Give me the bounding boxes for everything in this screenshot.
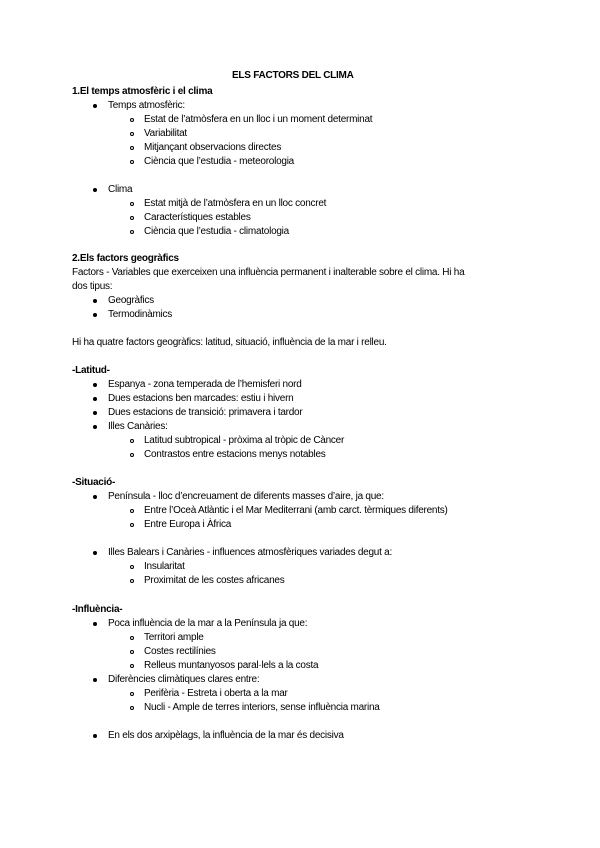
circle-bullet-icon (130, 118, 134, 122)
sub-list-item: Relleus muntanyosos paral·lels a la costa (144, 660, 319, 671)
bullet-icon (93, 425, 97, 429)
sub-list-item: Proximitat de les costes africanes (144, 575, 285, 586)
circle-bullet-icon (130, 230, 134, 234)
list-item-temps: Temps atmosfèric: (108, 100, 185, 111)
circle-bullet-icon (130, 146, 134, 150)
sub-list-item: Perifèria - Estreta i oberta a la mar (144, 688, 288, 699)
sub-list-item: Nucli - Ample de terres interiors, sense influència marina (144, 702, 380, 713)
sub-list-item: Entre Europa i Àfrica (144, 519, 232, 530)
circle-bullet-icon (130, 565, 134, 569)
sub-list-item: Insularitat (144, 561, 185, 572)
circle-bullet-icon (130, 579, 134, 583)
circle-bullet-icon (130, 439, 134, 443)
sub-list-item: Ciència que l’estudia - meteorologia (144, 156, 294, 167)
section-1-heading: 1.El temps atmosfèric i el clima (72, 86, 213, 97)
bullet-icon (93, 299, 97, 303)
document-title: ELS FACTORS DEL CLIMA (232, 70, 354, 81)
list-item: Dues estacions de transició: primavera i tardor (108, 407, 303, 418)
bullet-icon (93, 678, 97, 682)
circle-bullet-icon (130, 523, 134, 527)
section-2-heading: 2.Els factors geogràfics (72, 253, 179, 264)
list-item-clima: Clima (108, 184, 133, 195)
bullet-icon (93, 411, 97, 415)
sub-list-item: Estat mitjà de l’atmòsfera en un lloc concret (144, 198, 327, 209)
circle-bullet-icon (130, 509, 134, 513)
sub-list-item: Estat de l’atmòsfera en un lloc i un moment determinat (144, 114, 373, 125)
latitud-heading: -Latitud- (72, 365, 110, 376)
list-item: Poca influència de la mar a la Península ja que: (108, 618, 308, 629)
circle-bullet-icon (130, 453, 134, 457)
bullet-icon (93, 551, 97, 555)
bullet-icon (93, 188, 97, 192)
list-item: En els dos arxipèlags, la influència de la mar és decisiva (108, 730, 344, 741)
list-item: Illes Balears i Canàries - influences atmosfèriques variades degut a: (108, 547, 393, 558)
list-item: Illes Canàries: (108, 421, 168, 432)
circle-bullet-icon (130, 202, 134, 206)
bullet-icon (93, 397, 97, 401)
circle-bullet-icon (130, 636, 134, 640)
bullet-icon (93, 734, 97, 738)
influencia-heading: -Influència- (72, 604, 123, 615)
bullet-icon (93, 622, 97, 626)
factors-definition: Factors - Variables que exerceixen una influència permanent i inalterable sobre el clima. Hi ha (72, 267, 465, 278)
sub-list-item: Territori ample (144, 632, 204, 643)
bullet-icon (93, 383, 97, 387)
circle-bullet-icon (130, 132, 134, 136)
sub-list-item: Variabilitat (144, 128, 187, 139)
bullet-icon (93, 104, 97, 108)
circle-bullet-icon (130, 692, 134, 696)
factors-definition-cont: dos tipus: (72, 281, 113, 292)
bullet-icon (93, 495, 97, 499)
circle-bullet-icon (130, 216, 134, 220)
sub-list-item: Característiques estables (144, 212, 251, 223)
list-item: Dues estacions ben marcades: estiu i hivern (108, 393, 294, 404)
list-item: Península - lloc d’encreuament de diferents masses d’aire, ja que: (108, 491, 384, 502)
sub-list-item: Entre l’Oceà Atlàntic i el Mar Mediterrani (amb carct. tèrmiques diferents) (144, 505, 448, 516)
list-item: Diferències climàtiques clares entre: (108, 674, 260, 685)
circle-bullet-icon (130, 160, 134, 164)
sub-list-item: Latitud subtropical - pròxima al tròpic de Càncer (144, 435, 345, 446)
bullet-icon (93, 313, 97, 317)
sub-list-item: Mitjançant observacions directes (144, 142, 282, 153)
situacio-heading: -Situació- (72, 477, 116, 488)
circle-bullet-icon (130, 650, 134, 654)
factors-summary: Hi ha quatre factors geogràfics: latitud, situació, influència de la mar i relleu. (72, 337, 387, 348)
list-item: Espanya - zona temperada de l’hemisferi nord (108, 379, 302, 390)
circle-bullet-icon (130, 706, 134, 710)
list-item: Geogràfics (108, 295, 154, 306)
circle-bullet-icon (130, 664, 134, 668)
sub-list-item: Ciència que l’estudia - climatologia (144, 226, 289, 237)
sub-list-item: Contrastos entre estacions menys notables (144, 449, 326, 460)
list-item: Termodinàmics (108, 309, 172, 320)
sub-list-item: Costes rectilínies (144, 646, 216, 657)
